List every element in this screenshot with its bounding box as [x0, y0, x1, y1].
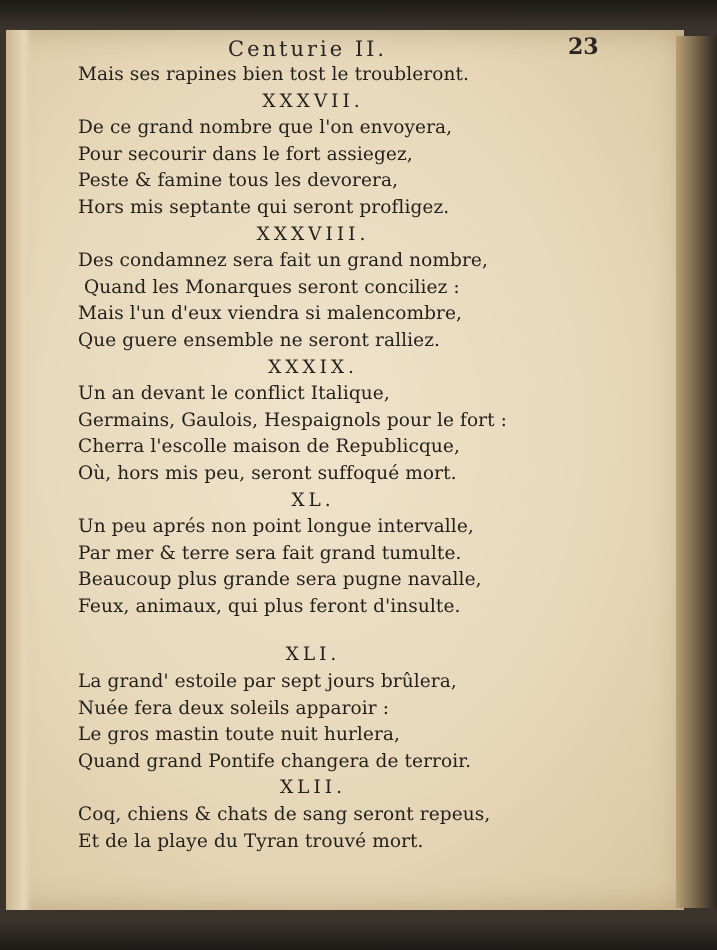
running-head: Centurie II.: [228, 37, 388, 61]
verse-line: Beaucoup plus grande sera pugne navalle,: [78, 569, 482, 591]
verse-line: Hors mis septante qui seront profligez.: [78, 196, 450, 218]
verse-line: Et de la playe du Tyran trouvé mort.: [78, 830, 424, 852]
verse-line: Feux, animaux, qui plus feront d'insulte.: [78, 595, 461, 617]
quatrain-numeral: XXXIX.: [268, 356, 358, 378]
page-edge: [676, 36, 717, 908]
quatrain-numeral: XLI.: [285, 644, 341, 666]
verse-line: De ce grand nombre que l'on envoyera,: [78, 117, 453, 139]
verse-line: Nuée fera deux soleils apparoir :: [78, 697, 390, 719]
verse-line: Pour secourir dans le fort assiegez,: [78, 143, 413, 165]
verse-line: Le gros mastin toute nuit hurlera,: [78, 724, 401, 746]
quatrain-38: [78, 222, 548, 355]
quatrain-41: [78, 642, 548, 775]
verse-line: La grand' estoile par sept jours brûlera,: [78, 671, 457, 693]
quatrain-numeral: XXXVIII.: [256, 223, 370, 245]
quatrain-numeral: XXXVII.: [262, 90, 364, 112]
verse-line: Quand grand Pontife changera de terroir.: [78, 750, 472, 772]
page-gutter: [6, 30, 32, 910]
verse-line: Mais l'un d'eux viendra si malencombre,: [78, 303, 463, 325]
quatrain-37: [78, 89, 548, 222]
verse-line: Coq, chiens & chats de sang seront repeus,: [78, 804, 491, 826]
verse-line: Quand les Monarques seront conciliez :: [84, 276, 460, 298]
verse-line: Cherra l'escolle maison de Republicque,: [78, 436, 460, 458]
verse-line: Un an devant le conflict Italique,: [78, 383, 390, 405]
page-number: 23: [568, 34, 599, 60]
quatrain-39: [78, 355, 548, 488]
verse-line: Où, hors mis peu, seront suffoqué mort.: [78, 462, 457, 484]
verse-line: Que guere ensemble ne seront ralliez.: [78, 329, 441, 351]
verse-line: Mais ses rapines bien tost le troubleront.: [78, 64, 470, 85]
verse-text: [78, 62, 548, 855]
verse-line: Germains, Gaulois, Hespaignols pour le fort :: [78, 409, 507, 431]
verse-line: Un peu aprés non point longue intervalle,: [78, 516, 474, 538]
verse-line: Des condamnez sera fait un grand nombre,: [78, 250, 488, 272]
quatrain-42: [78, 775, 548, 855]
verse-line: Peste & famine tous les devorera,: [78, 170, 399, 192]
stanza-gap: [78, 620, 548, 642]
quatrain-numeral: XL.: [291, 489, 335, 511]
quatrain-numeral: XLII.: [280, 777, 346, 799]
quatrain-40: [78, 488, 548, 621]
verse-line: Par mer & terre sera fait grand tumulte.: [78, 542, 462, 564]
